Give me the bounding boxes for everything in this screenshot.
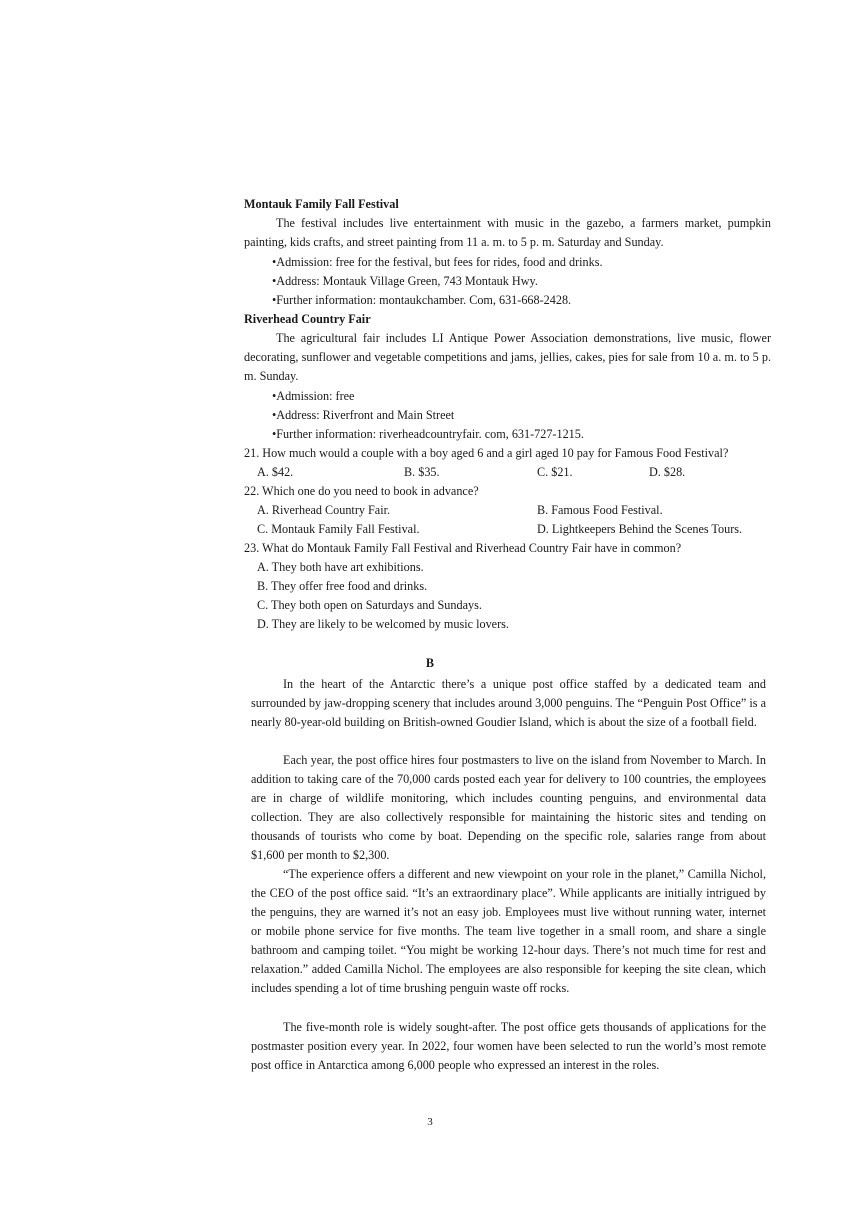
option-23-d: D. They are likely to be welcomed by music lovers. [257,617,509,631]
festival-description-riverhead: The agricultural fair includes LI Antique Power Association demonstrations, live music, flower decorating, sunflower and vegetable competitions and jams, jellies, cakes, pies for sale from 10 a. m. to 5 p. m. Sunday. [244,331,771,383]
question-22: 22. Which one do you need to book in advance? [244,484,479,498]
option-23-c: C. They both open on Saturdays and Sundays. [257,598,482,612]
question-23: 23. What do Montauk Family Fall Festival and Riverhead Country Fair have in common? [244,541,682,555]
page-number: 3 [427,1116,433,1128]
option-23-b: B. They offer free food and drinks. [257,579,428,593]
passage-b-paragraph-1: In the heart of the Antarctic there’s a unique post office staffed by a dedicated team and surrounded by jaw-dropping scenery that includes around 3,000 penguins. The “Penguin Post Office” is a nearly 80-year-old building on British-owned Goudier Island, which is about the size of a football field. [251,677,766,729]
admission-riverhead: •Admission: free [272,389,355,403]
option-22-d: D. Lightkeepers Behind the Scenes Tours. [537,522,743,536]
passage-b-paragraph-2: Each year, the post office hires four postmasters to live on the island from November to March. In addition to taking care of the 70,000 cards posted each year for delivery to 100 countries, the employees are in charge of wildlife monitoring, which includes counting penguins, and environmental data collection. They are also collectively responsible for maintaining the historic sites and tending on thousands of tourists who come by boat. Depending on the specific role, salaries range from about $1,600 per month to $2,300. [251,753,766,862]
festival-title-montauk: Montauk Family Fall Festival [244,197,399,211]
option-21-b: B. $35. [404,465,440,479]
info-montauk: •Further information: montaukchamber. Com, 631-668-2428. [272,293,572,307]
admission-montauk: •Admission: free for the festival, but fees for rides, food and drinks. [272,255,603,269]
option-21-d: D. $28. [649,465,686,479]
option-22-a: A. Riverhead Country Fair. [257,503,391,517]
question-21: 21. How much would a couple with a boy aged 6 and a girl aged 10 pay for Famous Food Festival? [244,446,729,460]
passage-b-paragraph-4: The five-month role is widely sought-after. The post office gets thousands of applications for the postmaster position every year. In 2022, four women have been selected to run the world’s most remote post office in Antarctica among 6,000 people who expressed an interest in the roles. [251,1020,766,1072]
festival-title-riverhead: Riverhead Country Fair [244,312,371,326]
address-riverhead: •Address: Riverfront and Main Street [272,408,455,422]
passage-b-paragraph-3: “The experience offers a different and new viewpoint on your role in the planet,” Camilla Nichol, the CEO of the post office said. “It’s an extraordinary place”. While applicants are initially intrigued by the penguins, they are warned it’s not an easy job. Employees must live without running water, internet or mobile phone service for five months. The team live together in a small room, and share a single bathroom and camping toilet. “You might be working 12-hour days. There’s not much time for rest and relaxation.” added Camilla Nichol. The employees are also responsible for keeping the site clean, which includes spending a lot of time brushing penguin waste off rocks. [251,867,766,995]
section-label-b: B [425,656,435,670]
address-montauk: •Address: Montauk Village Green, 743 Montauk Hwy. [272,274,538,288]
option-21-a: A. $42. [257,465,294,479]
info-riverhead: •Further information: riverheadcountryfair. com, 631-727-1215. [272,427,584,441]
option-23-a: A. They both have art exhibitions. [257,560,424,574]
option-22-c: C. Montauk Family Fall Festival. [257,522,420,536]
option-22-b: B. Famous Food Festival. [537,503,663,517]
festival-description-montauk: The festival includes live entertainment with music in the gazebo, a farmers market, pumpkin painting, kids crafts, and street painting from 11 a. m. to 5 p. m. Saturday and Sunday. [244,216,771,249]
option-21-c: C. $21. [537,465,573,479]
